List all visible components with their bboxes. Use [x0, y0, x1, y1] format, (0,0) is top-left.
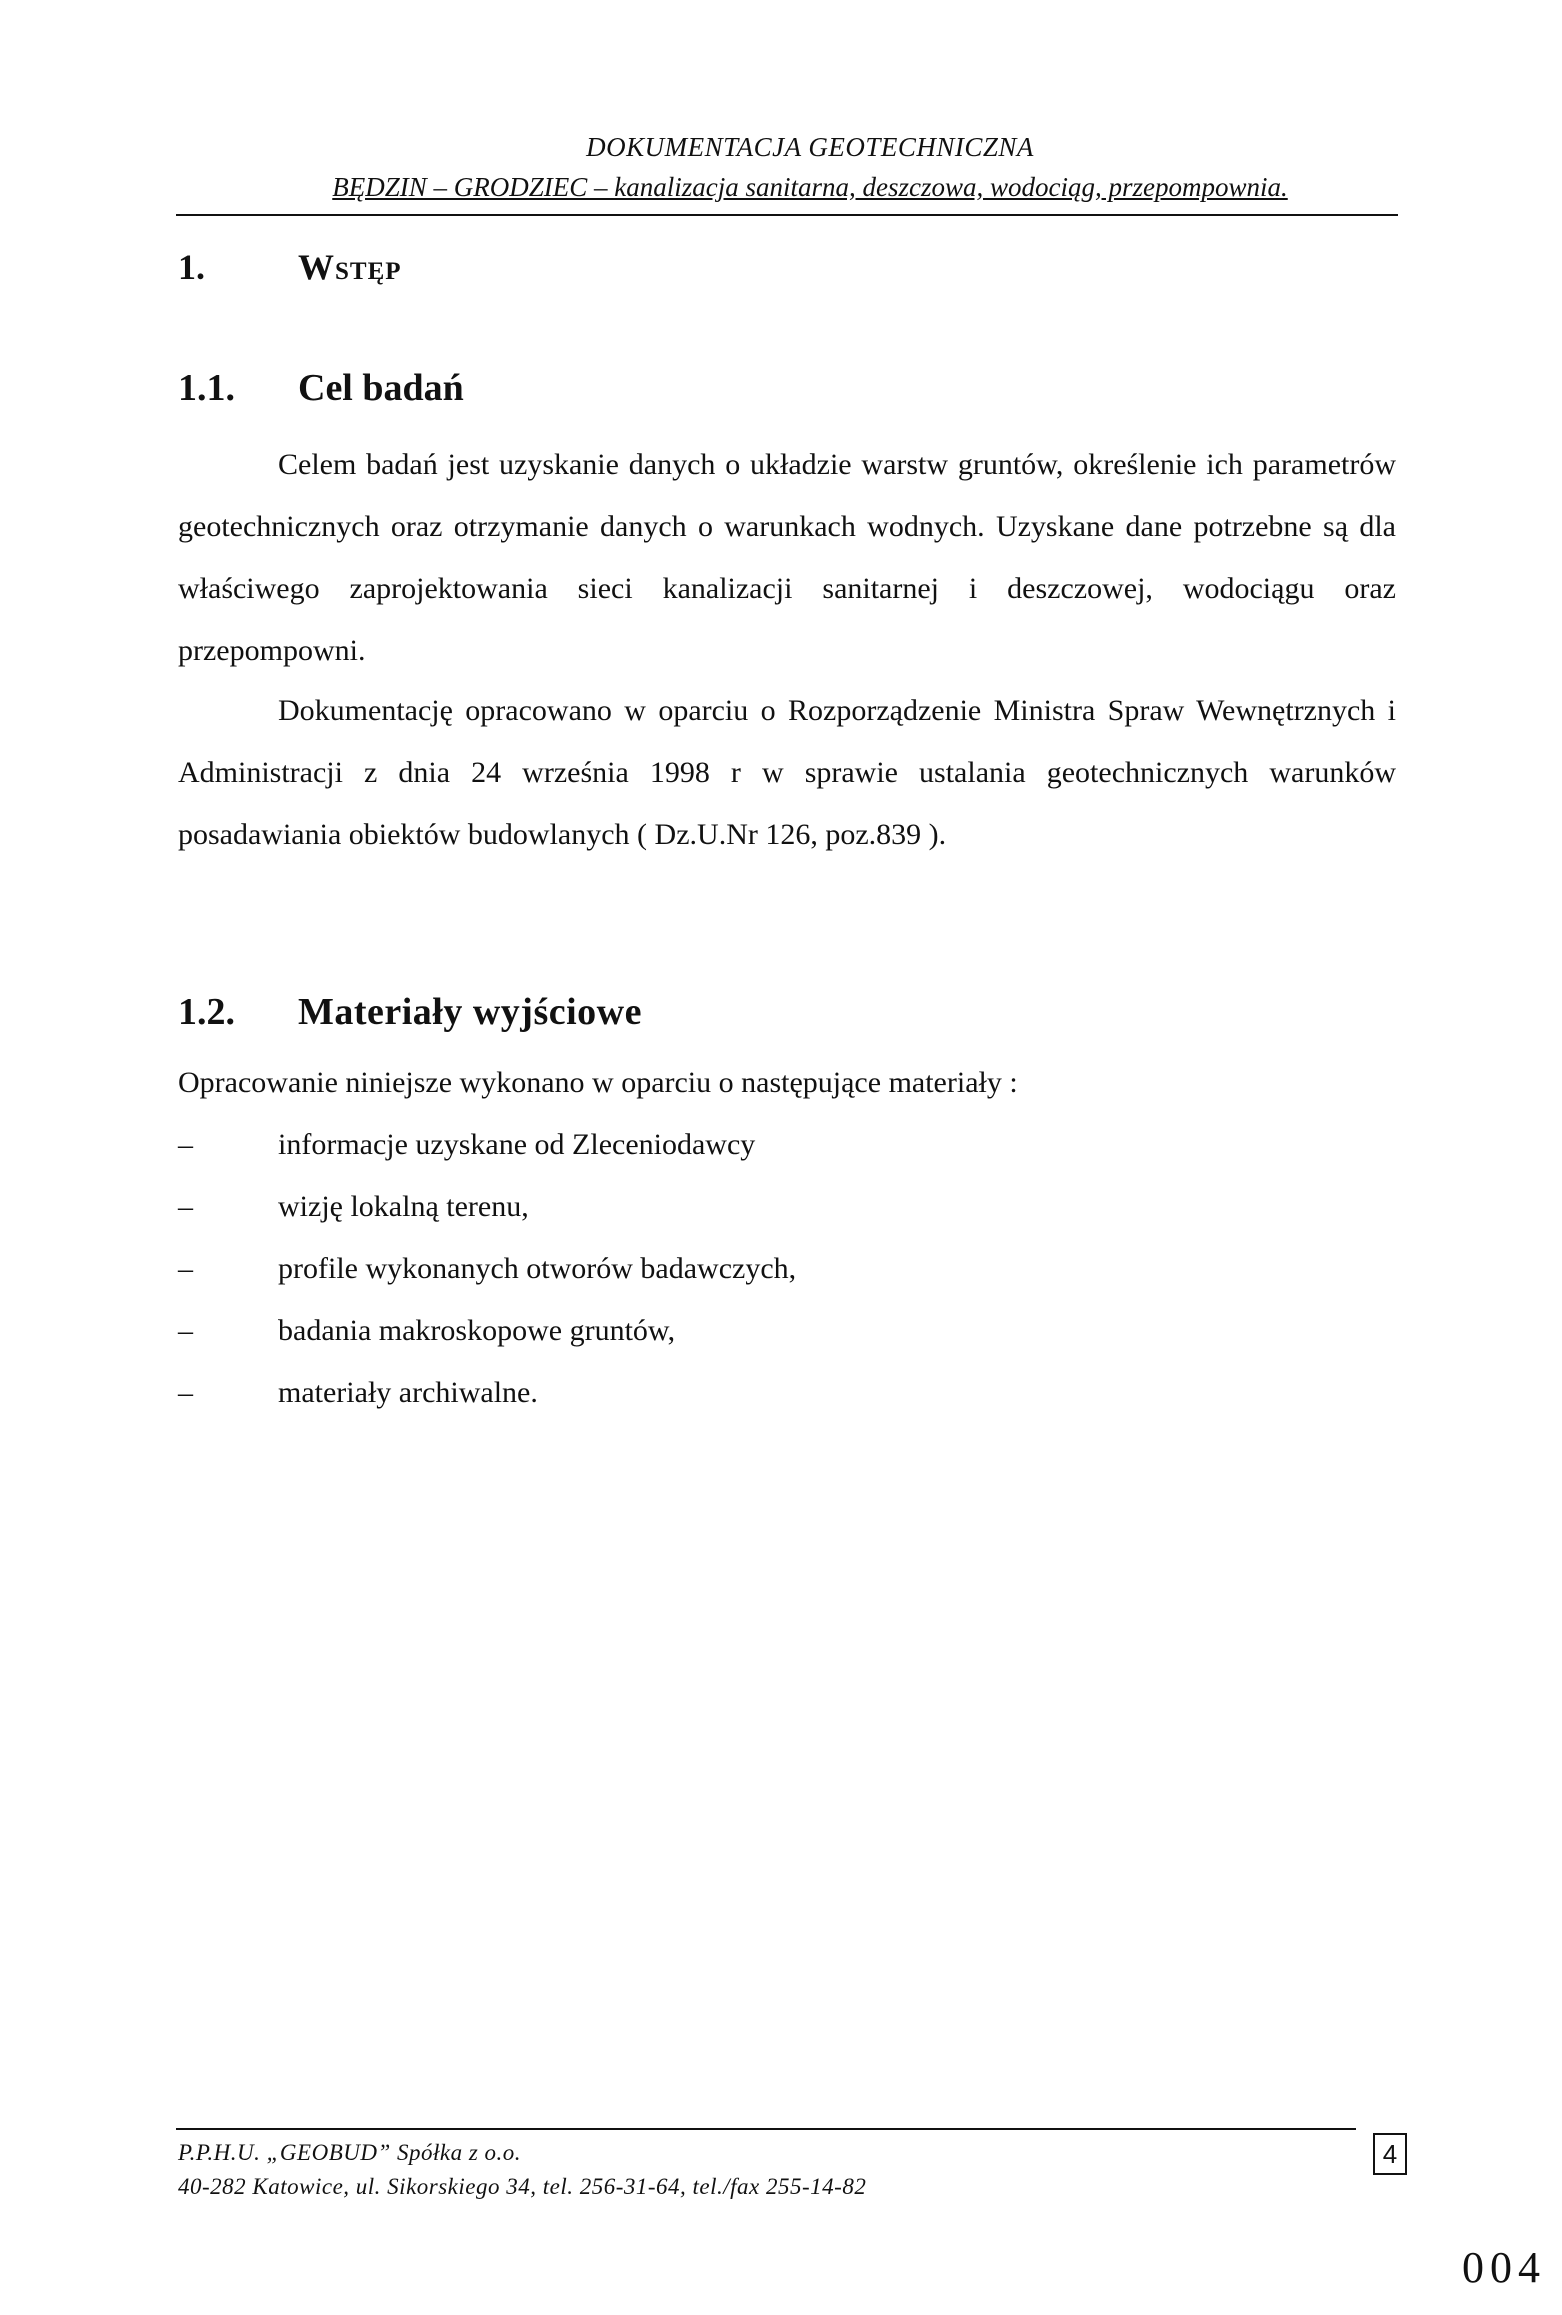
section-1-title: Wstęp: [298, 247, 402, 287]
paragraph-purpose: Celem badań jest uzyskanie danych o układzie warstw gruntów, określenie ich parametrów geotechnicznych oraz otrzymanie danych o warunkach wodnych. Uzyskane dane potrzebne są dla właściwego zaprojektowania sieci kanalizacji sanitarnej i deszczowej, wodociągu oraz przepompowni.: [178, 448, 1396, 667]
section-1-1-number: 1.1.: [178, 367, 235, 409]
footer-divider: [176, 2128, 1356, 2130]
footer-company: P.P.H.U. „GEOBUD” Spółka z o.o.: [178, 2140, 522, 2165]
paragraph-regulation: Dokumentację opracowano w oparciu o Rozporządzenie Ministra Spraw Wewnętrznych i Administracji z dnia 24 września 1998 r w sprawie ustalania geotechnicznych warunków posadawiania obiektów budowlanych ( Dz.U.Nr 126, poz.839 ).: [178, 694, 1396, 851]
list-item-text: badania makroskopowe gruntów,: [278, 1314, 676, 1347]
list-dash: –: [178, 1190, 193, 1223]
page-number-box: 4: [1373, 2133, 1407, 2175]
footer-address: 40-282 Katowice, ul. Sikorskiego 34, tel. 256-31-64, tel./fax 255-14-82: [178, 2174, 867, 2199]
section-1-2-number: 1.2.: [178, 991, 235, 1033]
materials-intro: Opracowanie niniejsze wykonano w oparciu o następujące materiały :: [178, 1066, 1018, 1099]
list-item-text: wizję lokalną terenu,: [278, 1190, 529, 1223]
section-1-2-title: Materiały wyjściowe: [298, 991, 642, 1033]
sheet-number-stamp: 004: [1462, 2243, 1546, 2292]
section-1-number: 1.: [178, 247, 205, 287]
list-dash: –: [178, 1376, 193, 1409]
list-item-text: materiały archiwalne.: [278, 1376, 538, 1409]
running-header-subtitle: BĘDZIN – GRODZIEC – kanalizacja sanitarna, deszczowa, wodociąg, przepompownia.: [332, 172, 1288, 202]
list-item-text: informacje uzyskane od Zleceniodawcy: [278, 1128, 756, 1161]
header-divider: [176, 214, 1398, 216]
list-item-text: profile wykonanych otworów badawczych,: [278, 1252, 797, 1285]
list-dash: –: [178, 1314, 193, 1347]
list-dash: –: [178, 1128, 193, 1161]
section-1-1-title: Cel badań: [298, 367, 464, 409]
list-dash: –: [178, 1252, 193, 1285]
running-header-title: DOKUMENTACJA GEOTECHNICZNA: [586, 132, 1034, 162]
